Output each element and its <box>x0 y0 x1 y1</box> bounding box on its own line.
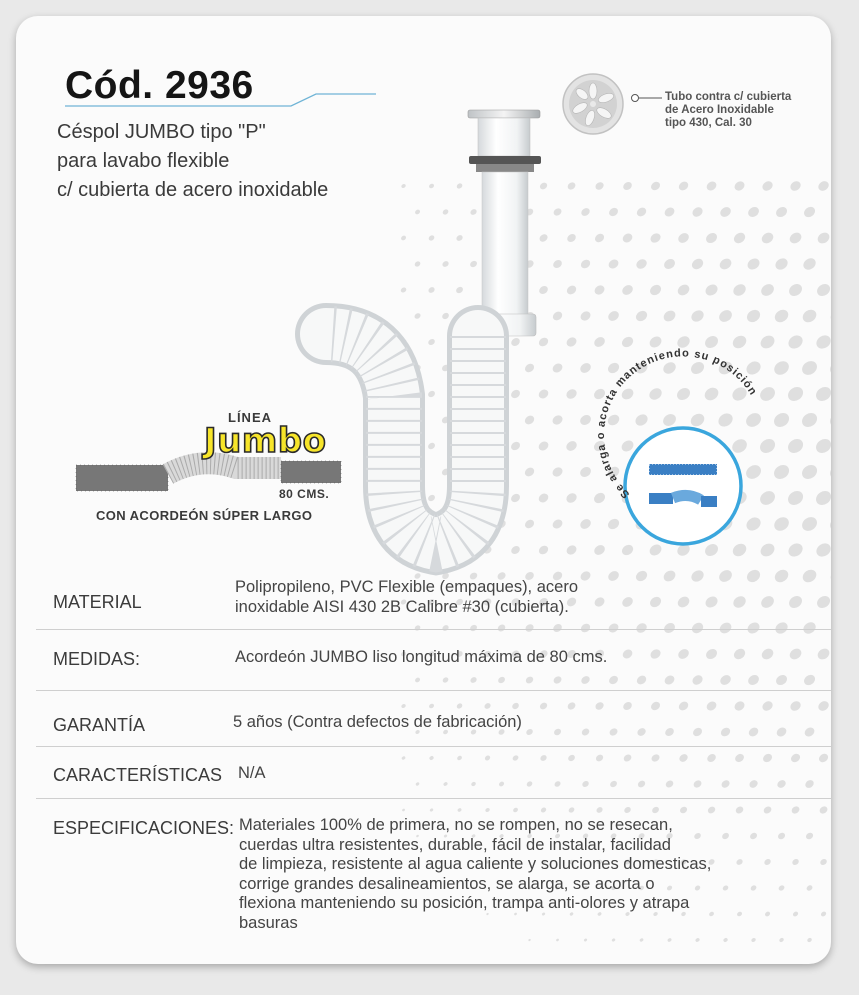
jumbo-length: 80 CMS. <box>279 487 330 501</box>
row-divider <box>36 690 831 691</box>
stretch-badge-text: Se alarga o acorta manteniendo su posición <box>594 347 760 501</box>
spec-label: GARANTÍA <box>53 715 146 735</box>
spec-value <box>235 578 578 617</box>
spec-value-line: corrige grandes desalineamientos, se alarga, se acorta o <box>239 874 655 893</box>
spec-label: ESPECIFICACIONES: <box>53 818 235 838</box>
spec-value-line: de limpieza, resistente al agua caliente y soluciones domesticas, <box>239 855 712 873</box>
row-divider <box>36 629 831 630</box>
spec-value-line: Polipropileno, PVC Flexible (empaques), acero <box>235 578 579 596</box>
spec-value <box>239 816 711 933</box>
cap-callout-line: tipo 430, Cal. 30 <box>665 117 752 129</box>
description-line: para lavabo flexible <box>57 150 230 172</box>
spec-value-line: inoxidable AISI 430 2B Calibre #30 (cubierta). <box>235 597 569 616</box>
row-divider <box>36 798 831 799</box>
jumbo-logo: Jumbo <box>204 421 327 461</box>
product-card <box>16 16 831 964</box>
product-code: Cód. 2936 <box>65 64 254 107</box>
spec-value <box>235 648 607 668</box>
cap-callout-line: de Acero Inoxidable <box>665 104 774 116</box>
spec-value-line: flexiona manteniendo su posición, trampa anti-olores y atrapa <box>239 894 690 912</box>
cap-callout-line: Tubo contra c/ cubierta <box>665 91 792 103</box>
jumbo-linea-label: LÍNEA <box>228 410 272 425</box>
spec-label: CARACTERÍSTICAS <box>53 765 223 785</box>
spec-value <box>238 764 266 784</box>
description-line: Céspol JUMBO tipo "P" <box>57 121 266 143</box>
spec-value-line: N/A <box>238 764 266 782</box>
spec-value-line: Acordeón JUMBO liso longitud máxima de 80 cms. <box>235 648 608 666</box>
spec-value-line: cuerdas ultra resistentes, durable, fácil de instalar, facilidad <box>239 835 671 854</box>
spec-value-line: 5 años (Contra defectos de fabricación) <box>233 713 522 731</box>
description-line: c/ cubierta de acero inoxidable <box>57 179 329 201</box>
jumbo-caption: CON ACORDEÓN SÚPER LARGO <box>96 508 313 523</box>
spec-label: MATERIAL <box>53 592 142 612</box>
spec-value-line: Materiales 100% de primera, no se rompen, no se resecan, <box>239 816 673 834</box>
spec-value <box>233 713 522 733</box>
stretch-badge <box>16 16 831 576</box>
spec-label: MEDIDAS: <box>53 649 141 669</box>
row-divider <box>36 746 831 747</box>
spec-value-line: basuras <box>239 913 298 932</box>
